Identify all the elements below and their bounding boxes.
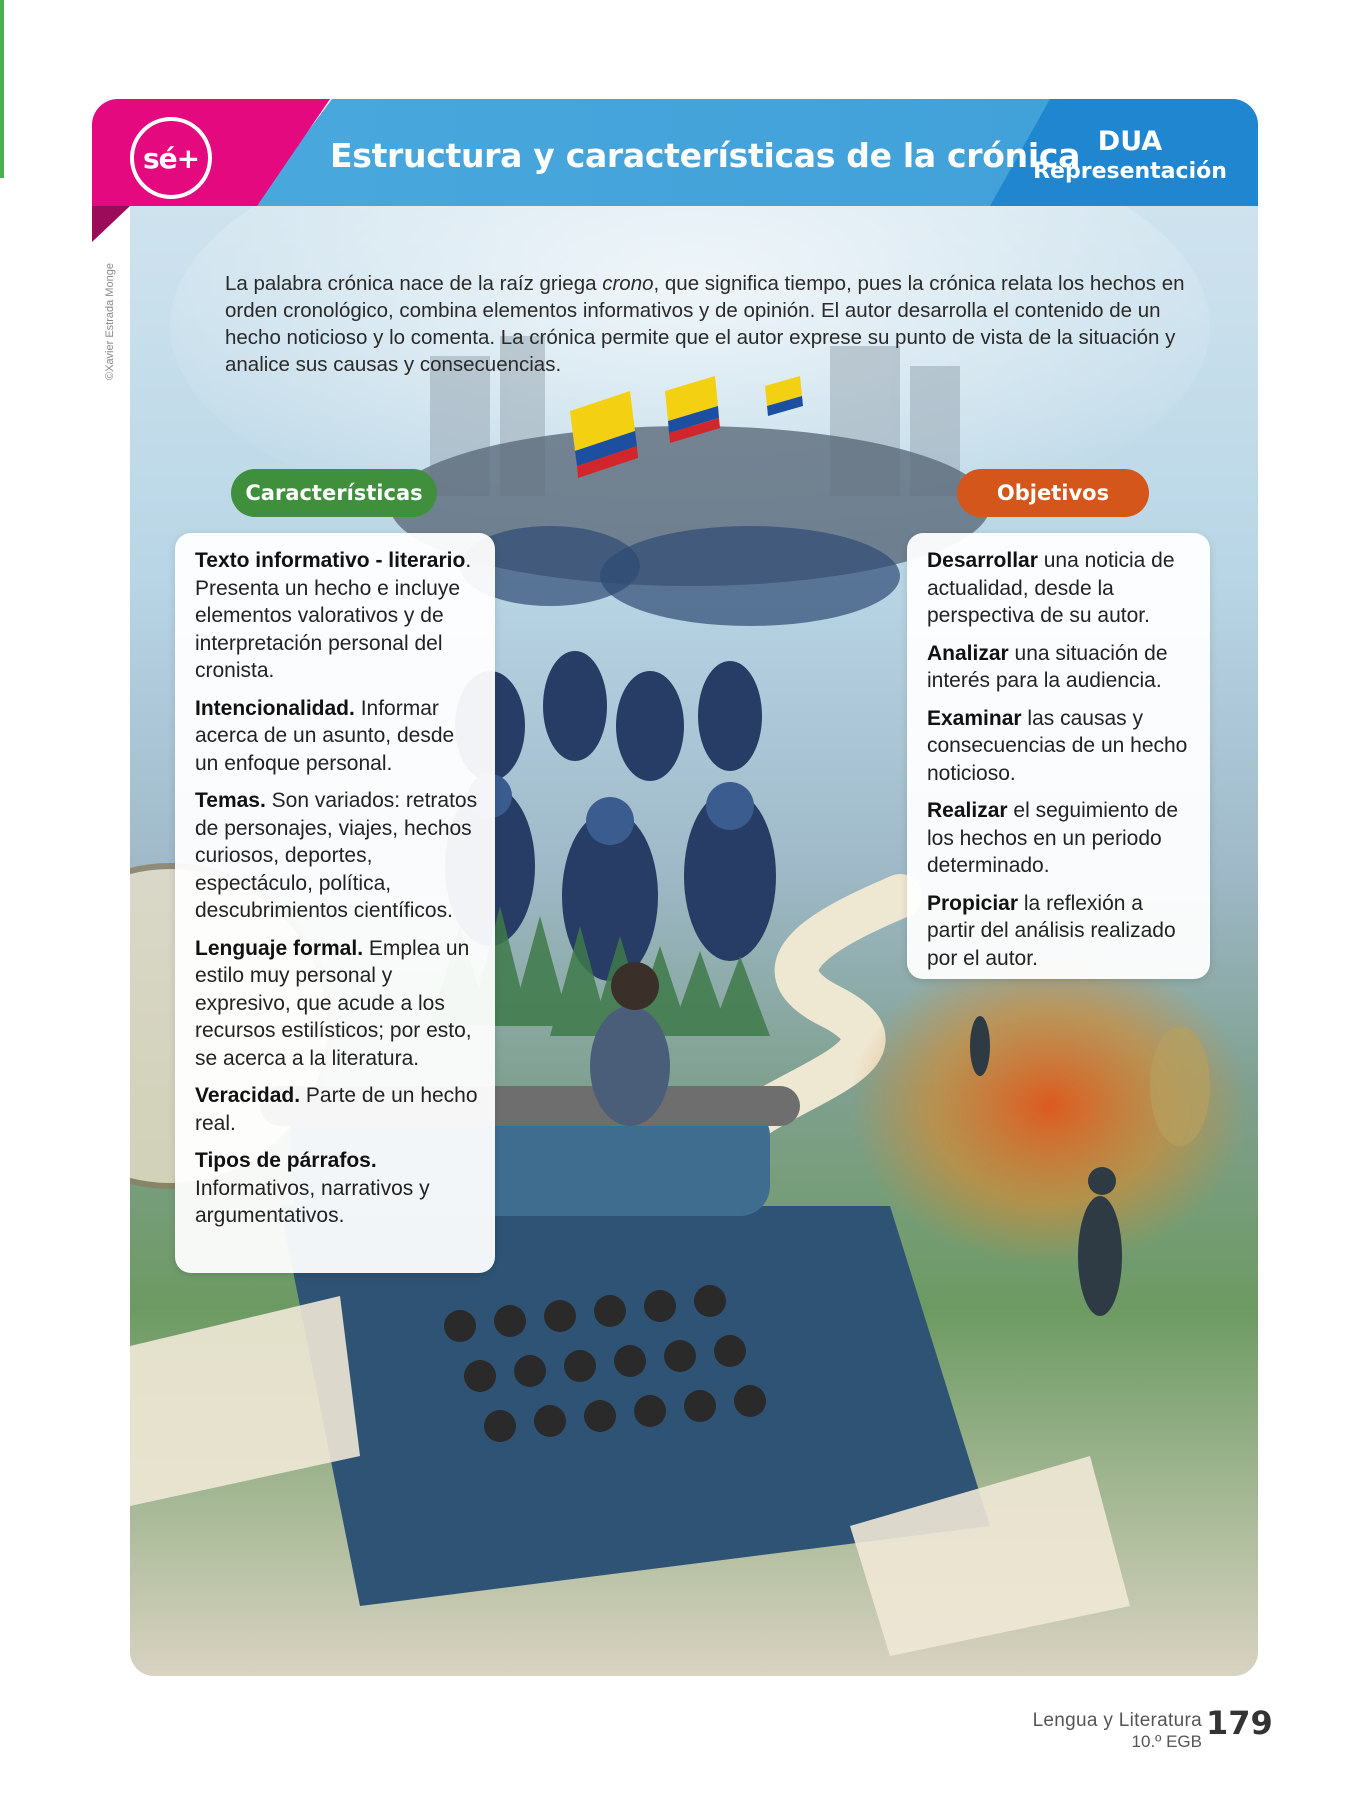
item-sep: .: [465, 549, 472, 572]
item-term: Lenguaje formal.: [195, 936, 364, 960]
list-item: [927, 547, 1194, 630]
page-number: 179: [1206, 1704, 1273, 1742]
item-text: las causas y consecuencias de un hecho noticioso.: [927, 706, 1188, 785]
intro-emphasis: crono: [602, 272, 654, 295]
item-term: Temas.: [195, 789, 266, 812]
caracteristicas-card: [175, 533, 495, 1273]
item-term: Texto informativo - literario: [195, 549, 466, 572]
header-fold: [92, 206, 130, 242]
item-text: Informativos, narrativos y argumentativos.: [195, 1176, 430, 1227]
intro-text-end: , que significa tiempo, pues la crónica relata los hechos en orden cronológico, combina elementos informativos y de opinión. El autor desarrolla el contenido de un hecho noticioso y lo comenta. La crónica permite que el autor exprese su punto de vista de la situación y analice sus causas y consecuencias.: [225, 272, 1185, 376]
list-item: [195, 1147, 479, 1230]
item-term: Propiciar: [927, 891, 1019, 915]
intro-paragraph: [225, 270, 1185, 378]
page-title: Estructura y características de la crónica: [330, 136, 1081, 175]
caracteristicas-label: Características: [231, 469, 437, 517]
item-text: el seguimiento de los hechos en un periodo determinado.: [927, 799, 1178, 877]
item-text: Emplea un estilo muy personal y expresivo, que acude a los recursos estilísticos; por esto, se acerca a la literatura.: [195, 936, 472, 1070]
list-item: [927, 640, 1194, 695]
list-item: [195, 695, 479, 778]
objetivos-card: [907, 533, 1210, 979]
item-text: Presenta un hecho e incluye elementos valorativos y de interpretación personal del cronista.: [195, 576, 461, 682]
item-text: Parte de un hecho real.: [195, 1084, 478, 1135]
list-item: [195, 787, 479, 925]
intro-text-start: La palabra crónica nace de la raíz griega: [225, 272, 603, 295]
image-credit: ©Xavier Estrada Monge: [104, 263, 116, 380]
list-item: [195, 935, 479, 1073]
dua-subtitle: Representación: [1033, 159, 1227, 184]
item-text: Informar acerca de un asunto, desde un enfoque personal.: [195, 696, 455, 775]
list-item: [927, 890, 1194, 973]
se-plus-logo: sé+: [130, 117, 212, 199]
list-item: [195, 1082, 479, 1137]
dua-label: DUA: [1097, 126, 1163, 157]
item-text: Son variados: retratos de personajes, viajes, hechos curiosos, deportes, espectáculo, política, descubrimientos científicos.: [195, 789, 478, 922]
item-term: Examinar: [927, 706, 1022, 730]
footer-grade: 10.º EGB: [1131, 1732, 1202, 1751]
item-term: Tipos de párrafos.: [195, 1149, 377, 1172]
item-text: una situación de interés para la audiencia.: [927, 641, 1168, 692]
item-term: Intencionalidad.: [195, 696, 355, 720]
item-term: Realizar: [927, 799, 1008, 822]
item-term: Desarrollar: [927, 549, 1038, 572]
item-term: Veracidad.: [195, 1084, 301, 1107]
footer-subject: Lengua y Literatura: [1032, 1710, 1202, 1731]
list-item: [927, 705, 1194, 788]
page-edge-marker: [0, 0, 4, 178]
item-term: Analizar: [927, 641, 1009, 665]
list-item: [195, 547, 479, 685]
item-text: la reflexión a partir del análisis realizado por el autor.: [927, 891, 1176, 970]
objetivos-label: Objetivos: [957, 469, 1149, 517]
list-item: [927, 797, 1194, 880]
item-text: una noticia de actualidad, desde la perspectiva de su autor.: [927, 549, 1175, 627]
